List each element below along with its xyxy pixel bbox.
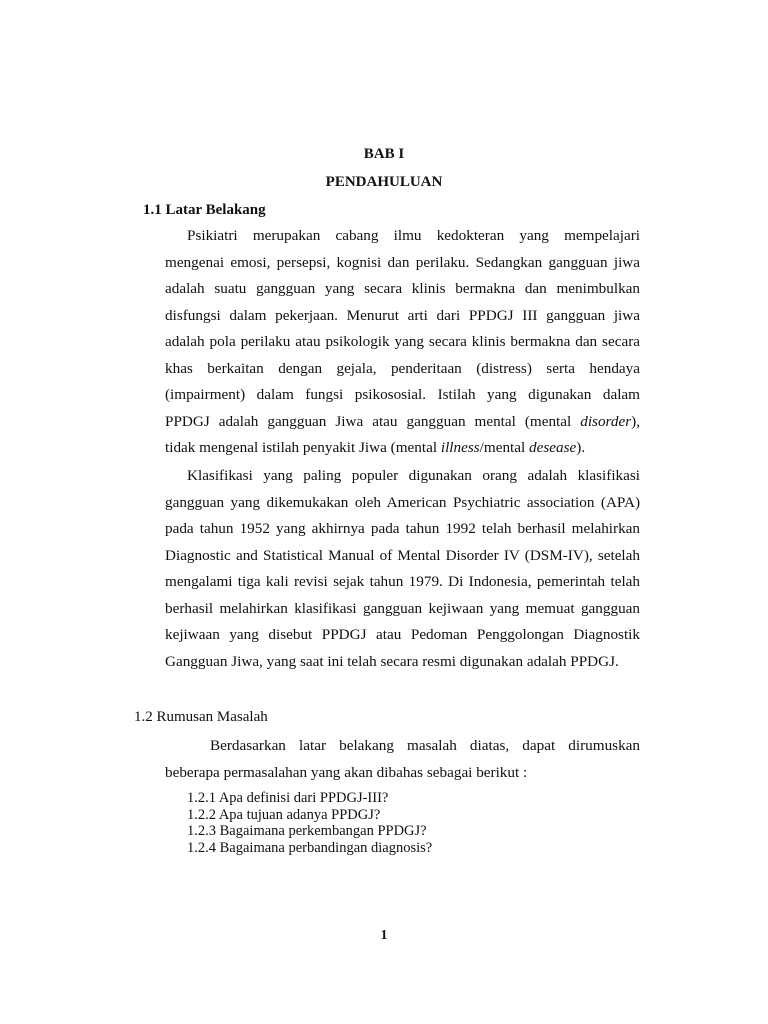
text-segment: ),	[631, 412, 640, 430]
paragraph-rumusan-masalah	[165, 733, 640, 786]
italic-term-desease: desease	[529, 439, 577, 456]
list-item: 1.2.4 Bagaimana perbandingan diagnosis?	[187, 839, 433, 856]
text-line	[165, 435, 640, 462]
text-line: (impairment) dalam fungsi psikososial. Istilah yang digunakan dalam	[165, 386, 640, 403]
text-line: mengenai emosi, persepsi, kognisi dan perilaku. Sedangkan gangguan jiwa	[165, 253, 640, 271]
list-item: 1.2.3 Bagaimana perkembangan PPDGJ?	[187, 823, 427, 840]
list-item: 1.2.2 Apa tujuan adanya PPDGJ?	[187, 806, 381, 823]
paragraph-latar-belakang-1	[165, 223, 640, 462]
section-heading-latar-belakang: 1.1 Latar Belakang	[143, 202, 266, 218]
problem-list	[187, 790, 432, 856]
text-line: Klasifikasi yang paling populer digunakan orang adalah klasifikasi	[187, 467, 640, 484]
text-line: gangguan yang dikemukakan oleh American Psychiatric association (APA)	[165, 493, 640, 511]
text-line: pada tahun 1952 yang akhirnya pada tahun 1992 telah berhasil melahirkan	[165, 520, 640, 537]
text-segment: ).	[576, 439, 586, 456]
text-segment: tidak mengenal istilah penyakit Jiwa (mental	[165, 439, 441, 456]
text-line: berhasil melahirkan klasifikasi gangguan kejiwaan yang memuat gangguan	[165, 599, 640, 617]
text-line: adalah suatu gangguan yang secara klinis bermakna dan menimbulkan	[165, 280, 640, 297]
list-item: 1.2.1 Apa definisi dari PPDGJ-III?	[187, 790, 389, 806]
chapter-title: PENDAHULUAN	[325, 174, 443, 190]
text-line: Berdasarkan latar belakang masalah diatas, dapat dirumuskan	[210, 737, 640, 754]
text-segment: /mental	[479, 439, 530, 456]
text-line	[165, 409, 640, 436]
section-heading-rumusan-masalah: 1.2 Rumusan Masalah	[134, 709, 268, 725]
italic-term-illness: illness	[440, 439, 480, 456]
text-line: disfungsi dalam pekerjaan. Menurut arti dari PPDGJ III gangguan jiwa	[165, 306, 640, 324]
text-line: kejiwaan yang disebut PPDGJ atau Pedoman Penggolongan Diagnostik	[165, 626, 640, 643]
text-line: mengalami tiga kali revisi sejak tahun 1979. Di Indonesia, pemerintah telah	[165, 573, 640, 590]
text-line: Psikiatri merupakan cabang ilmu kedokteran yang mempelajari	[187, 227, 640, 244]
text-line: Diagnostic and Statistical Manual of Mental Disorder IV (DSM-IV), setelah	[165, 546, 640, 564]
text-line: Gangguan Jiwa, yang saat ini telah secara resmi digunakan adalah PPDGJ.	[165, 652, 619, 670]
chapter-number: BAB I	[363, 146, 405, 162]
page-number: 1	[380, 928, 388, 943]
text-segment: PPDGJ adalah gangguan Jiwa atau gangguan mental (mental	[165, 412, 581, 430]
text-line: beberapa permasalahan yang akan dibahas sebagai berikut :	[165, 763, 528, 781]
paragraph-latar-belakang-2	[165, 463, 640, 675]
italic-term-disorder: disorder	[580, 412, 632, 430]
text-line: khas berkaitan dengan gejala, penderitaan (distress) serta hendaya	[165, 359, 640, 377]
text-line: adalah pola perilaku atau psikologik yang secara klinis bermakna dan secara	[165, 333, 640, 350]
